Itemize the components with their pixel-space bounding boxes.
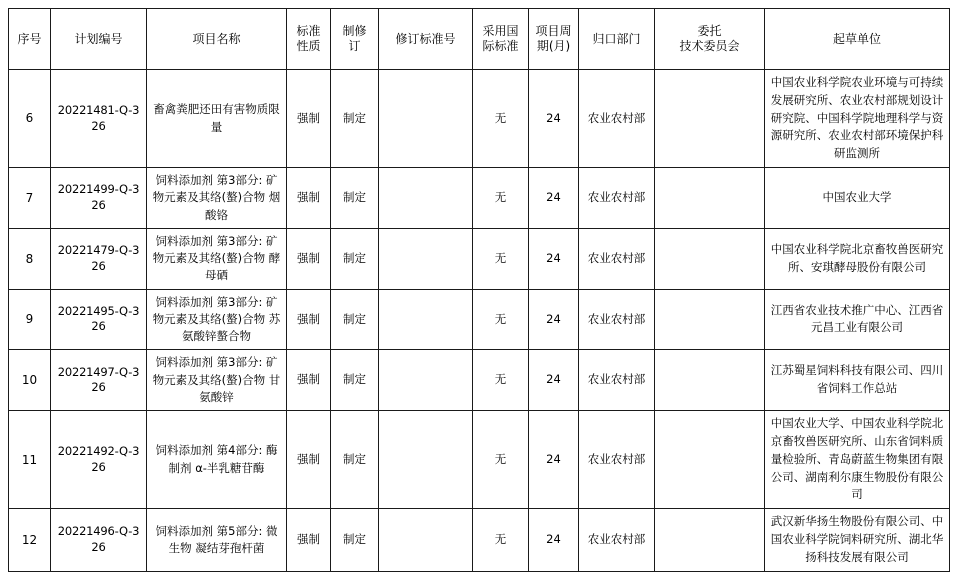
table-header <box>9 9 950 70</box>
cell-period: 24 <box>529 70 579 168</box>
column-header-revise: 制修 订 <box>331 9 379 70</box>
cell-period: 24 <box>529 289 579 350</box>
cell-period: 24 <box>529 168 579 229</box>
cell-seq: 8 <box>9 228 51 289</box>
cell-department: 农业农村部 <box>579 228 655 289</box>
cell-intl-standard: 无 <box>473 411 529 509</box>
cell-department: 农业农村部 <box>579 168 655 229</box>
cell-intl-standard: 无 <box>473 509 529 571</box>
cell-intl-standard: 无 <box>473 289 529 350</box>
column-header-revision-no: 修订标准号 <box>379 9 473 70</box>
cell-department: 农业农村部 <box>579 350 655 411</box>
cell-committee <box>655 168 765 229</box>
cell-plan-no: 20221479-Q-326 <box>51 228 147 289</box>
cell-revision-no <box>379 289 473 350</box>
cell-revision-no <box>379 70 473 168</box>
cell-project-name: 饲料添加剂 第3部分: 矿物元素及其络(螯)合物 苏氨酸锌螯合物 <box>147 289 287 350</box>
cell-revision-no <box>379 228 473 289</box>
cell-plan-no: 20221481-Q-326 <box>51 70 147 168</box>
column-header-project-name: 项目名称 <box>147 9 287 70</box>
cell-committee <box>655 289 765 350</box>
cell-project-name: 饲料添加剂 第3部分: 矿物元素及其络(螯)合物 甘氨酸锌 <box>147 350 287 411</box>
column-header-seq: 序号 <box>9 9 51 70</box>
cell-seq: 10 <box>9 350 51 411</box>
cell-drafter: 中国农业科学院北京畜牧兽医研究所、安琪酵母股份有限公司 <box>765 228 950 289</box>
cell-revision-no <box>379 350 473 411</box>
cell-revision-no <box>379 168 473 229</box>
cell-committee <box>655 509 765 571</box>
cell-seq: 6 <box>9 70 51 168</box>
cell-revise: 制定 <box>331 70 379 168</box>
table-row <box>9 228 950 289</box>
table-row <box>9 289 950 350</box>
cell-department: 农业农村部 <box>579 289 655 350</box>
cell-committee <box>655 70 765 168</box>
cell-revision-no <box>379 509 473 571</box>
cell-project-name: 饲料添加剂 第4部分: 酶制剂 α-半乳糖苷酶 <box>147 411 287 509</box>
cell-nature: 强制 <box>287 70 331 168</box>
table-row <box>9 168 950 229</box>
cell-revise: 制定 <box>331 168 379 229</box>
column-header-department: 归口部门 <box>579 9 655 70</box>
cell-nature: 强制 <box>287 509 331 571</box>
cell-seq: 12 <box>9 509 51 571</box>
cell-plan-no: 20221497-Q-326 <box>51 350 147 411</box>
table-row <box>9 411 950 509</box>
cell-project-name: 饲料添加剂 第5部分: 微生物 凝结芽孢杆菌 <box>147 509 287 571</box>
table-header-row <box>9 9 950 70</box>
cell-revise: 制定 <box>331 350 379 411</box>
cell-period: 24 <box>529 509 579 571</box>
column-header-drafter: 起草单位 <box>765 9 950 70</box>
column-header-intl-standard: 采用国 际标准 <box>473 9 529 70</box>
cell-nature: 强制 <box>287 411 331 509</box>
cell-plan-no: 20221495-Q-326 <box>51 289 147 350</box>
cell-intl-standard: 无 <box>473 70 529 168</box>
cell-revise: 制定 <box>331 289 379 350</box>
cell-department: 农业农村部 <box>579 509 655 571</box>
column-header-period: 项目周 期(月) <box>529 9 579 70</box>
cell-intl-standard: 无 <box>473 228 529 289</box>
cell-revise: 制定 <box>331 411 379 509</box>
cell-revision-no <box>379 411 473 509</box>
table-row <box>9 70 950 168</box>
cell-plan-no: 20221492-Q-326 <box>51 411 147 509</box>
cell-revise: 制定 <box>331 509 379 571</box>
cell-drafter: 江苏蜀星饲料科技有限公司、四川省饲料工作总站 <box>765 350 950 411</box>
cell-nature: 强制 <box>287 168 331 229</box>
cell-project-name: 饲料添加剂 第3部分: 矿物元素及其络(螯)合物 酵母硒 <box>147 228 287 289</box>
column-header-nature: 标准 性质 <box>287 9 331 70</box>
cell-committee <box>655 411 765 509</box>
cell-seq: 11 <box>9 411 51 509</box>
cell-nature: 强制 <box>287 350 331 411</box>
cell-seq: 7 <box>9 168 51 229</box>
cell-committee <box>655 228 765 289</box>
cell-drafter: 江西省农业技术推广中心、江西省元昌工业有限公司 <box>765 289 950 350</box>
table-row <box>9 509 950 571</box>
cell-period: 24 <box>529 350 579 411</box>
table-row <box>9 350 950 411</box>
cell-plan-no: 20221496-Q-326 <box>51 509 147 571</box>
cell-nature: 强制 <box>287 228 331 289</box>
cell-drafter: 中国农业大学 <box>765 168 950 229</box>
cell-intl-standard: 无 <box>473 350 529 411</box>
cell-drafter: 中国农业大学、中国农业科学院北京畜牧兽医研究所、山东省饲料质量检验所、青岛蔚蓝生物集团有限公司、湖南利尔康生物股份有限公司 <box>765 411 950 509</box>
cell-nature: 强制 <box>287 289 331 350</box>
cell-revise: 制定 <box>331 228 379 289</box>
cell-intl-standard: 无 <box>473 168 529 229</box>
table-body <box>9 70 950 572</box>
cell-project-name: 饲料添加剂 第3部分: 矿物元素及其络(螯)合物 烟酸铬 <box>147 168 287 229</box>
cell-committee <box>655 350 765 411</box>
cell-department: 农业农村部 <box>579 70 655 168</box>
column-header-committee: 委托 技术委员会 <box>655 9 765 70</box>
standards-plan-table <box>8 8 950 572</box>
cell-department: 农业农村部 <box>579 411 655 509</box>
cell-drafter: 中国农业科学院农业环境与可持续发展研究所、农业农村部规划设计研究院、中国科学院地理科学与资源研究所、农业农村部环境保护科研监测所 <box>765 70 950 168</box>
column-header-plan-no: 计划编号 <box>51 9 147 70</box>
cell-drafter: 武汉新华扬生物股份有限公司、中国农业科学院饲料研究所、湖北华扬科技发展有限公司 <box>765 509 950 571</box>
cell-period: 24 <box>529 411 579 509</box>
cell-period: 24 <box>529 228 579 289</box>
cell-seq: 9 <box>9 289 51 350</box>
cell-plan-no: 20221499-Q-326 <box>51 168 147 229</box>
cell-project-name: 畜禽粪肥还田有害物质限量 <box>147 70 287 168</box>
